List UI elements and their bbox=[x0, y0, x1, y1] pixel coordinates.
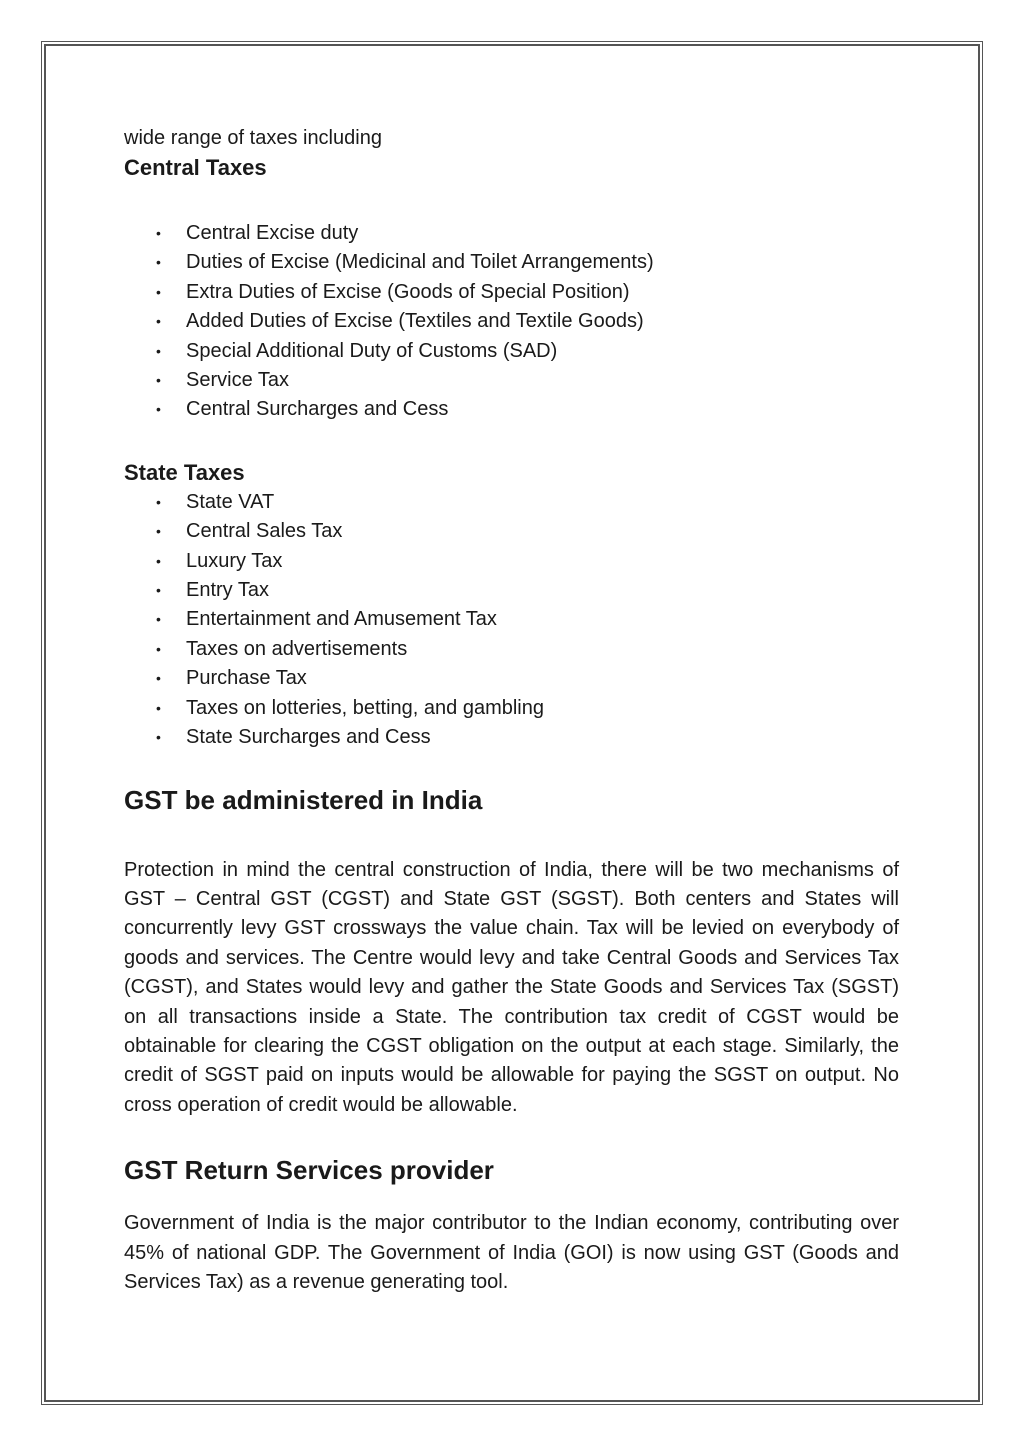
list-item bbox=[124, 337, 899, 366]
gst-return-paragraph: Government of India is the major contributor to the Indian economy, contributing over 45% of national GDP. The Government of India (GOI) is now using GST (Goods and Services Tax) as a revenue generating tool. bbox=[124, 1212, 899, 1293]
list-item bbox=[124, 517, 899, 546]
central-taxes-heading: Central Taxes bbox=[124, 155, 267, 180]
list-item bbox=[124, 278, 899, 307]
list-item bbox=[124, 219, 899, 248]
list-item-label: State Surcharges and Cess bbox=[186, 726, 431, 749]
list-item bbox=[124, 664, 899, 693]
list-item-label: Entertainment and Amusement Tax bbox=[186, 608, 497, 631]
list-item bbox=[124, 395, 899, 424]
gst-return-heading: GST Return Services provider bbox=[124, 1155, 494, 1186]
list-item-label: Central Excise duty bbox=[186, 222, 359, 244]
list-item-label: Special Additional Duty of Customs (SAD) bbox=[186, 339, 558, 362]
bullet-icon: • bbox=[156, 729, 161, 746]
bullet-icon: • bbox=[156, 401, 161, 418]
gst-admin-paragraph: Protection in mind the central construction of India, there will be two mechanisms of GST – Central GST (CGST) and State GST (SGST). Both centers and States will concurrently levy GST crossways the value chain. Tax will be levied on everybody of goods and services. The Centre would levy and take Central Goods and Services Tax (CGST), and States would levy and gather the State Goods and Services Tax (SGST) on all transactions inside a State. The contribution tax credit of CGST would be obtainable for clearing the CGST obligation on the output at each stage. Similarly, the credit of SGST paid on inputs would be allowable for paying the SGST on output. No cross operation of credit would be allowable. bbox=[124, 858, 899, 1116]
list-item-label: Central Surcharges and Cess bbox=[186, 398, 449, 421]
bullet-icon: • bbox=[156, 493, 161, 510]
bullet-icon: • bbox=[156, 611, 161, 628]
list-item-label: Purchase Tax bbox=[186, 667, 307, 690]
list-item bbox=[124, 248, 899, 277]
list-item bbox=[124, 694, 899, 723]
list-item bbox=[124, 723, 899, 752]
list-item bbox=[124, 488, 899, 517]
list-item-label: Duties of Excise (Medicinal and Toilet Arrangements) bbox=[186, 251, 654, 274]
bullet-icon: • bbox=[156, 342, 161, 359]
bullet-icon: • bbox=[156, 254, 161, 271]
list-item-label: Taxes on advertisements bbox=[186, 637, 408, 660]
list-item-label: State VAT bbox=[186, 490, 275, 513]
list-item-label: Added Duties of Excise (Textiles and Textile Goods) bbox=[186, 310, 644, 333]
list-item-label: Luxury Tax bbox=[186, 549, 283, 572]
bullet-icon: • bbox=[156, 225, 161, 241]
list-item-label: Central Sales Tax bbox=[186, 520, 343, 543]
list-item bbox=[124, 576, 899, 605]
bullet-icon: • bbox=[156, 523, 161, 540]
bullet-icon: • bbox=[156, 582, 161, 599]
list-item-label: Entry Tax bbox=[186, 579, 269, 602]
bullet-icon: • bbox=[156, 552, 161, 569]
bullet-icon: • bbox=[156, 640, 161, 657]
list-item-label: Service Tax bbox=[186, 369, 290, 392]
list-item bbox=[124, 547, 899, 576]
state-taxes-heading: State Taxes bbox=[124, 459, 245, 485]
list-item-label: Taxes on lotteries, betting, and gambling bbox=[186, 696, 544, 719]
state-taxes-list bbox=[124, 488, 899, 753]
list-item bbox=[124, 605, 899, 634]
list-item bbox=[124, 635, 899, 664]
bullet-icon: • bbox=[156, 283, 161, 300]
central-taxes-list bbox=[124, 219, 899, 425]
gst-admin-heading: GST be administered in India bbox=[124, 784, 483, 815]
bullet-icon: • bbox=[156, 699, 161, 716]
intro-text: wide range of taxes including bbox=[124, 127, 382, 149]
list-item bbox=[124, 366, 899, 395]
bullet-icon: • bbox=[156, 372, 161, 389]
list-item bbox=[124, 307, 899, 336]
list-item-label: Extra Duties of Excise (Goods of Special Position) bbox=[186, 280, 630, 303]
bullet-icon: • bbox=[156, 670, 161, 687]
document-content bbox=[124, 124, 899, 1297]
bullet-icon: • bbox=[156, 313, 161, 330]
